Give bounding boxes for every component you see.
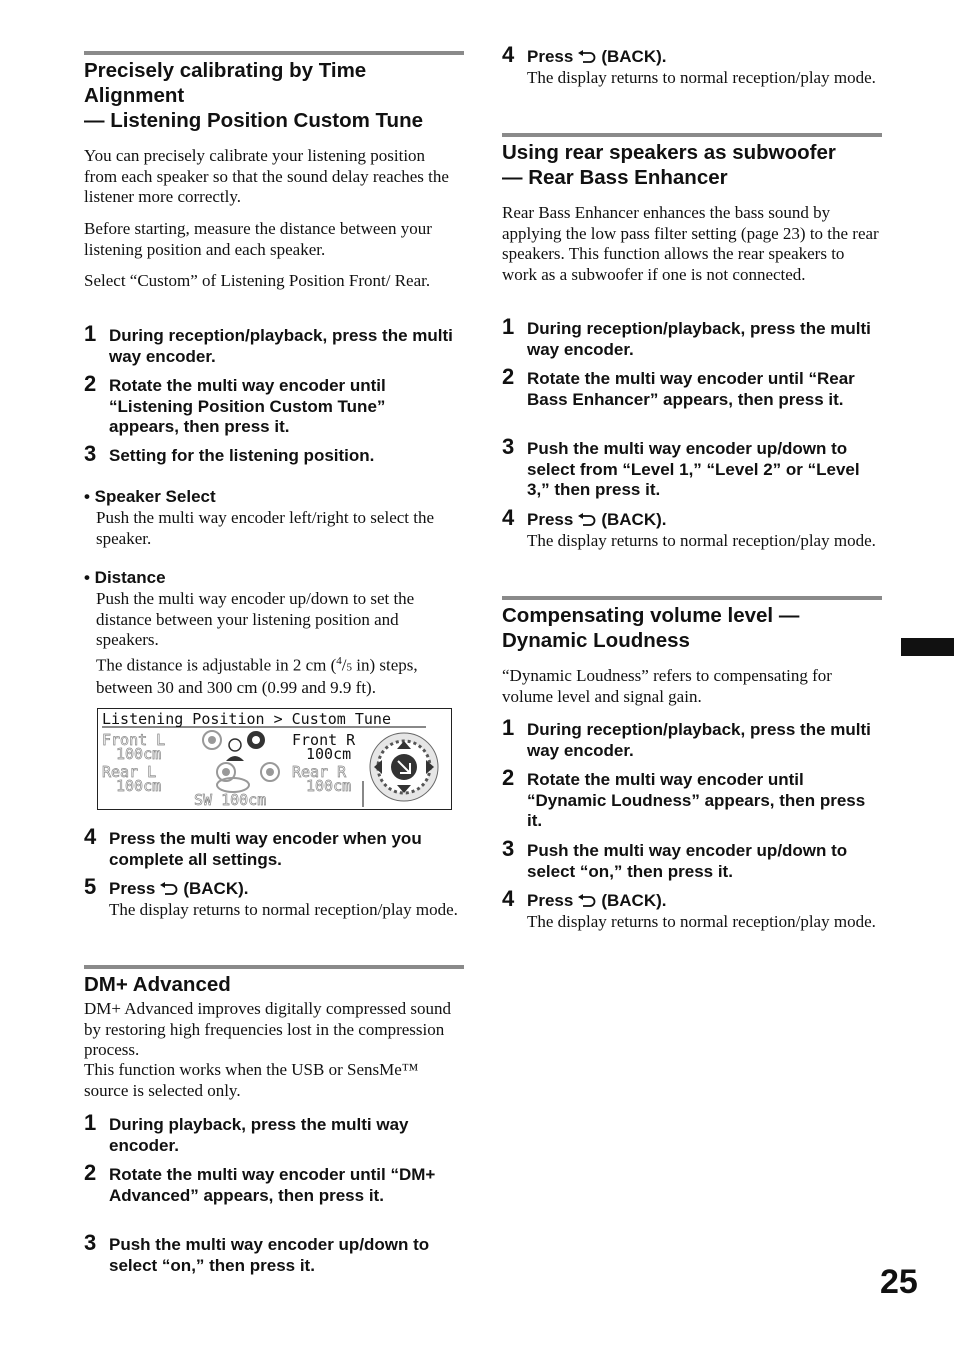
lcd-rear-r: Rear R [292,763,347,781]
paragraph: You can precisely calibrate your listening position from each speaker so that the sound delay reaches the listener more correctly. [84,146,449,207]
lcd-front-r: Front R [292,731,356,749]
step-number: 4 [502,42,515,67]
step-number: 2 [84,1160,97,1185]
section-title-dynamic-loudness [502,603,892,653]
back-arrow-icon [577,513,597,527]
step-text: During reception/playback, press the multi way encoder. [109,326,453,366]
step-text: During reception/playback, press the multi way encoder. [527,319,871,359]
step-text: Push the multi way encoder up/down to select “on,” then press it. [109,1235,430,1275]
text-fragment: in) steps, between 30 and 300 cm (0.99 and 9.9 ft). [96,655,418,698]
step-text [527,510,882,531]
paragraph: This function works when the USB or SensMe™ source is selected only. [84,1060,419,1100]
speaker-icons [203,731,279,792]
back-arrow-icon [577,894,597,908]
section-rule [84,965,464,969]
step-number: 3 [84,1230,97,1255]
section-title-time-alignment [84,58,474,133]
back-arrow-icon [577,50,597,64]
fraction-numerator: 4 [336,655,342,667]
step-text: Setting for the listening position. [109,446,375,465]
paragraph: Before starting, measure the distance between your listening position and each speaker. [84,219,432,259]
text-fragment: Press [527,891,574,910]
step-text: Press the multi way encoder when you complete all settings. [109,829,422,869]
lcd-front-r-value: 100cm [306,745,352,763]
text-fragment: (BACK). [601,891,667,910]
section-rule [502,596,882,600]
step-number: 3 [84,441,97,466]
step-description: The display returns to normal reception/play mode. [527,68,876,87]
lcd-header: Listening Position > Custom Tune [102,710,391,728]
step-number: 1 [84,1110,97,1135]
title-line: — Rear Bass Enhancer [502,166,728,189]
back-arrow-icon [159,882,179,896]
fraction-denominator: 5 [346,661,353,674]
paragraph: Rear Bass Enhancer enhances the bass sound by applying the low pass filter setting (page 23) to the rear speakers. This function allows the rear speakers to work as a subwoofer if one is not connected. [502,203,879,284]
step-text [527,47,882,68]
lcd-display-illustration [97,708,452,810]
step-number: 2 [502,364,515,389]
lcd-rear-l: Rear L [102,763,157,781]
listener-icon [226,739,244,761]
bullet-text: Push the multi way encoder up/down to set the distance between your listening position and speakers. [96,589,415,650]
section-rule [84,51,464,55]
step-text: Rotate the multi way encoder until “Rear Bass Enhancer” appears, then press it. [527,369,855,409]
step-description: The display returns to normal reception/play mode. [527,531,876,550]
lcd-rear-l-value: 100cm [116,777,162,795]
text-fragment: (BACK). [601,510,667,529]
lcd-front-l-value: 100cm [116,745,162,763]
section-title-dm-advanced: DM+ Advanced [84,973,231,996]
bullet-text-distance-range: The distance is adjustable in 2 cm ($^4$/5 in) steps, between 30 and 300 cm (0.99 and 9.9 ft). [96,655,418,698]
title-line: Dynamic Loudness [502,629,690,652]
page-number: 25 [880,1263,918,1301]
step-number: 3 [502,434,515,459]
step-description: The display returns to normal reception/play mode. [109,900,458,919]
paragraph: Select “Custom” of Listening Position Front/ Rear. [84,271,431,290]
step-number: 2 [84,371,97,396]
step-text: Push the multi way encoder up/down to select from “Level 1,” “Level 2” or “Level 3,” then press it. [527,439,860,500]
step-number: 4 [84,824,97,849]
step-number: 1 [502,715,515,740]
title-line: Compensating volume level — [502,604,800,627]
lcd-screen [98,709,451,809]
step-number: 5 [84,874,97,899]
text-fragment: Press [109,879,156,898]
section-rule [502,133,882,137]
section-title-rear-bass-enhancer [502,140,892,190]
step-text [527,891,882,912]
title-line: Precisely calibrating by Time [84,59,367,82]
bullet-title-distance: • Distance [84,568,166,587]
edge-index-tab [901,638,954,656]
step-number: 2 [502,765,515,790]
title-line: Using rear speakers as subwoofer [502,141,836,164]
lcd-subwoofer: SW 100cm [194,791,267,809]
step-text: During playback, press the multi way encoder. [109,1115,409,1155]
text-fragment: Press [527,510,574,529]
bullet-text: Push the multi way encoder left/right to select the speaker. [96,508,435,548]
title-line: Alignment [84,84,185,107]
step-text [109,879,464,900]
step-text: Rotate the multi way encoder until “Listening Position Custom Tune” appears, then press it. [109,376,386,437]
step-number: 3 [502,836,515,861]
text-fragment: Press [527,47,574,66]
bullet-title-speaker-select: • Speaker Select [84,487,216,506]
paragraph: “Dynamic Loudness” refers to compensating for volume level and signal gain. [502,666,832,706]
step-number: 4 [502,505,515,530]
step-number: 4 [502,886,515,911]
lcd-rear-r-value: 100cm [306,777,352,795]
multi-way-encoder-icon [370,733,438,801]
text-fragment: (BACK). [183,879,249,898]
step-description: The display returns to normal reception/play mode. [527,912,876,931]
text-fragment: The distance is adjustable in 2 cm ( [96,655,337,675]
step-text: Rotate the multi way encoder until “DM+ Advanced” appears, then press it. [109,1165,436,1205]
step-number: 1 [84,321,97,346]
text-fragment: (BACK). [601,47,667,66]
paragraph: DM+ Advanced improves digitally compressed sound by restoring high frequencies lost in the compression process. [84,999,452,1060]
step-text: Rotate the multi way encoder until “Dynamic Loudness” appears, then press it. [527,770,866,831]
step-text: Push the multi way encoder up/down to select “on,” then press it. [527,841,848,881]
lcd-front-l: Front L [102,731,166,749]
step-number: 1 [502,314,515,339]
step-text: During reception/playback, press the multi way encoder. [527,720,871,760]
title-line: — Listening Position Custom Tune [84,109,424,132]
